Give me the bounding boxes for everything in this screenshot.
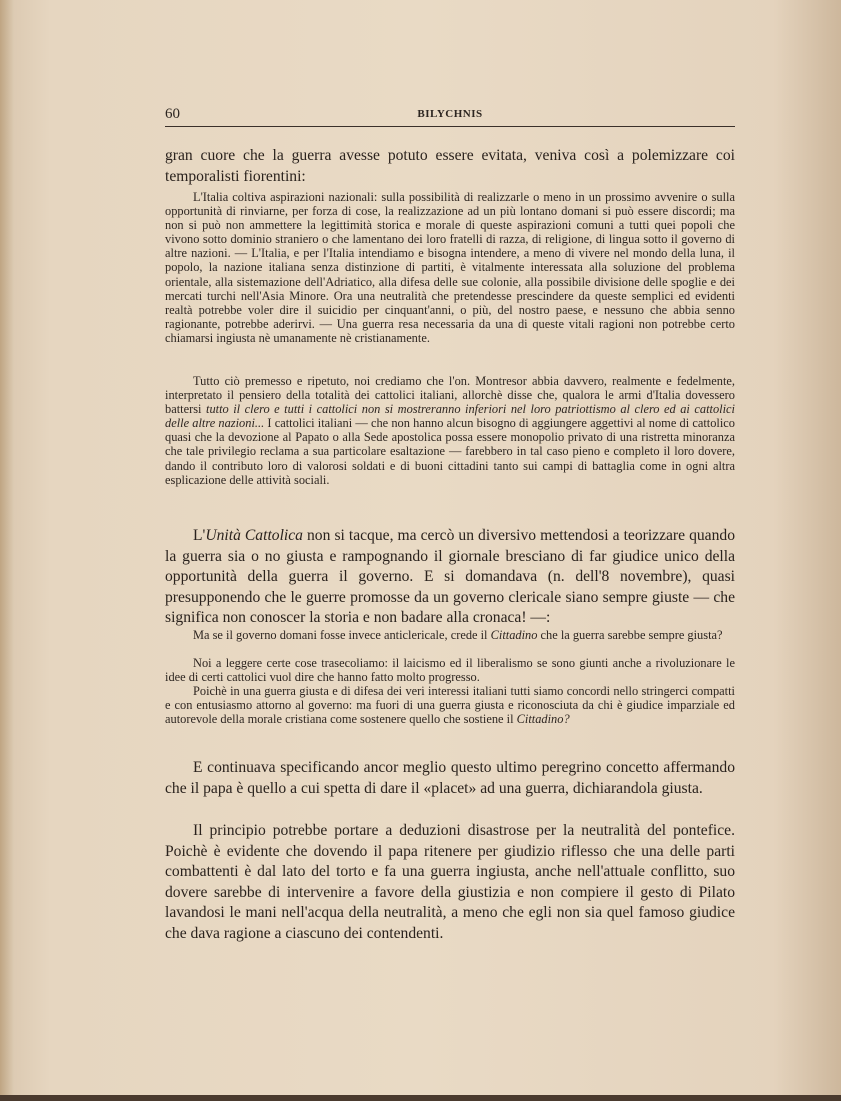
quote-text: Tutto ciò premesso e ripetuto, noi crediamo che l'on. Montresor abbia davvero, realmente e fedelmente, interpretato il pensiero della totalità dei cattolici italiani, allorchè disse che, qualora le armi d'Italia dovessero battersi — [165, 374, 735, 417]
quote-paragraph — [165, 374, 735, 487]
newspaper-title: Cittadino? — [516, 712, 570, 727]
intro-paragraph: gran cuore che la guerra avesse potuto essere evitata, veniva così a polemizzare coi temporalisti fiorentini: — [165, 147, 735, 185]
page-header — [165, 106, 735, 127]
quote-paragraph — [165, 628, 735, 642]
quote-paragraph — [165, 684, 735, 726]
quote-italic-text: tutto il clero e tutti i cattolici non si mostreranno inferiori nel loro patriottismo al clero ed ai cattolici delle altre nazioni... — [165, 402, 735, 431]
body-text: non si tacque, ma cercò un diversivo mettendosi a teorizzare quando la guerra sia o no giusta e rampognando il giornale bresciano di far giudice unico della opportunità della guerra il governo. E si domandava (n. dell'8 novembre), quasi presupponendo che le guerre promosse da un governo clericale siano sempre giuste — che significa non conoscer la storia e non badare alla cronaca! —: — [165, 527, 735, 626]
body-paragraph — [165, 526, 735, 629]
quote-paragraph: L'Italia coltiva aspirazioni nazionali: sulla possibilità di realizzarle o meno in un prossimo avvenire o sulla opportunità di rinviarne, per forza di cose, la realizzazione ad un più lontano domani si può essere discordi; ma non si può non ammettere la legittimità storica e morale di queste aspirazioni comuni a tutti quei popoli che vivono sotto dominio straniero o che lamentano dei loro fratelli di razza, di religione, di lingua sotto il governo di altre nazioni. — L'Italia, e per l'Italia intendiamo e bisogna intendere, a meno di vivere nel mondo della luna, il popolo, la nazione italiana senza distinzione di partiti, è vitalmente interessata alla soluzione del problema orientale, alla sistemazione dell'Adriatico, alla difesa delle sue colonie, alla possibile divisione delle spoglie e dei mercati turchi nell'Asia Minore. Ora una neutralità che pretendesse prescindere da queste semplici ed evidenti realtà potrebbe voler dire il suicidio per cinquant'anni, o più, del nostro paese, e nessuno che abbia senno ragionante, potrebbe aderirvi. — Una guerra resa necessaria da una di queste vitali ragioni non potrebbe certo chiamarsi ingiusta nè umanamente nè cristianamente. — [165, 190, 735, 345]
newspaper-title: Cittadino — [490, 628, 538, 642]
body-text: L' — [193, 527, 206, 544]
quote-paragraph: Noi a leggere certe cose trasecoliamo: il laicismo ed il liberalismo se sono giunti anche a rivoluzionare le idee di certi cattolici vuol dire che hanno fatto molto progresso. — [165, 656, 735, 685]
body-paragraph: Il principio potrebbe portare a deduzioni disastrose per la neutralità del pontefice. Poichè è evidente che dovendo il papa ritenere per giudizio riflesso che una delle parti combattenti è dal lato del torto e fa una guerra ingiusta, anche nell'attuale conflitto, suo dovere sarebbe di intervenire a favore della giustizia e non compiere il gesto di Pilato lavandosi le mani nell'acqua della neutralità, a meno che egli non sia quel famoso giudice che dava ragione a ciascuno dei contendenti. — [165, 822, 735, 942]
quote-text: Ma se il governo domani fosse invece anticlericale, crede il — [193, 628, 491, 642]
quote-text: I cattolici italiani — che non hanno alcun bisogno di aggiungere aggettivi al nome di cattolico quasi che la devozione al Papato o alla Sede apostolica possa essere monopolio privato di una ristretta minoranza che tale privilegio reclama a sua particolare esaltazione — farebbero in tal caso pieno e completo il loro dovere, dando il contributo loro di valorosi soldati e di buoni cittadini tanto sui campi di battaglia come in ogni altra esplicazione delle attività sociali. — [165, 416, 735, 487]
running-head: BILYCHNIS — [417, 108, 483, 120]
quote-text: Poichè in una guerra giusta e di difesa dei veri interessi italiani tutti siamo concordi nello stringerci compatti e con entusiasmo attorno al governo: ma fuori di una guerra giusta e riconosciuta da chi è giudice imparziale ed autorevole della morale cristiana come sostenere quello che sostiene il — [165, 684, 735, 727]
page-number: 60 — [165, 106, 180, 122]
newspaper-title: Unità Cattolica — [205, 527, 303, 544]
body-paragraph: E continuava specificando ancor meglio questo ultimo peregrino concetto affermando che il papa è quello a cui spetta di dare il «placet» ad una guerra, dichiarandola giusta. — [165, 759, 735, 797]
quote-text: che la guerra sarebbe sempre giusta? — [537, 628, 723, 642]
